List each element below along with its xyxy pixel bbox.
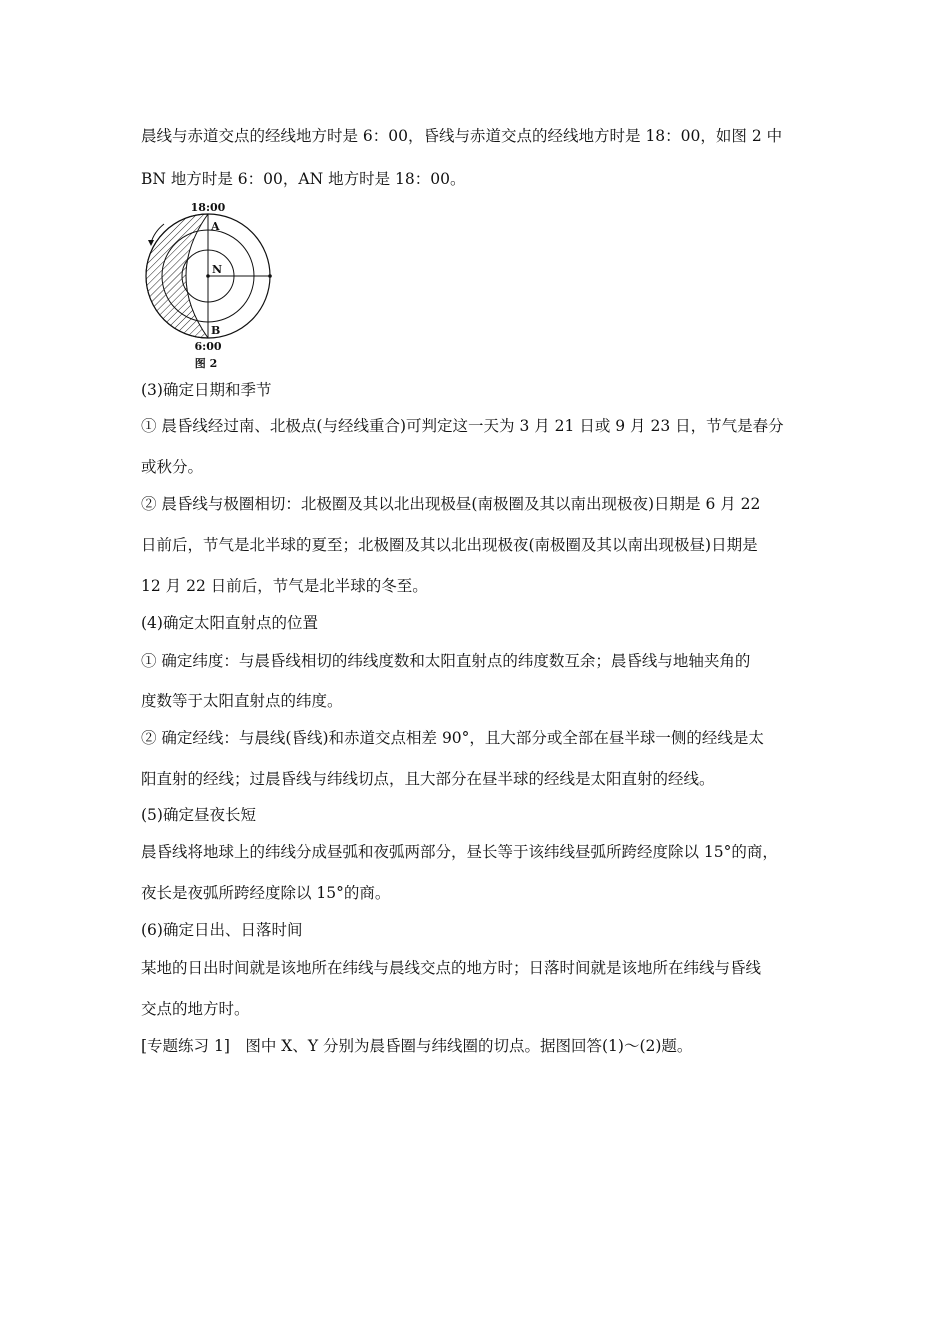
paragraph-line-16: 夜长是夜弧所跨经度除以 15°的商。: [141, 884, 391, 902]
figure-2-polar-diagram: [140, 200, 280, 375]
exercise-prompt: [专题练习 1] 图中 X、Y 分别为晨昏圈与纬线圈的切点。据图回答(1)～(2)题。: [141, 1037, 693, 1055]
bottom-time-label: 6:00: [194, 340, 222, 353]
paragraph-line-6: ② 晨昏线与极圈相切：北极圈及其以北出现极昼(南极圈及其以南出现极夜)日期是 6 月 22: [141, 495, 761, 513]
paragraph-line-13: 阳直射的经线；过晨昏线与纬线切点，且大部分在昼半球的经线是太阳直射的经线。: [141, 770, 715, 788]
paragraph-line-7: 日前后，节气是北半球的夏至；北极圈及其以北出现极夜(南极圈及其以南出现极昼)日期是: [141, 536, 758, 554]
paragraph-line-4: ① 晨昏线经过南、北极点(与经线重合)可判定这一天为 3 月 21 日或 9 月 23 日，节气是春分: [141, 417, 784, 435]
paragraph-line-12: ② 确定经线：与晨线(昏线)和赤道交点相差 90°，且大部分或全部在昼半球一侧的经线是太: [141, 729, 764, 747]
label-a: A: [211, 220, 220, 233]
paragraph-line-1: 晨线与赤道交点的经线地方时是 6：00，昏线与赤道交点的经线地方时是 18：00，如图 2 中: [141, 127, 783, 145]
paragraph-line-15: 晨昏线将地球上的纬线分成昼弧和夜弧两部分，昼长等于该纬线昼弧所跨经度除以 15°的商，: [141, 843, 778, 861]
paragraph-line-8: 12 月 22 日前后，节气是北半球的冬至。: [141, 577, 428, 595]
section-heading-4: (4)确定太阳直射点的位置: [141, 614, 318, 632]
top-time-label: 18:00: [190, 201, 226, 214]
figure-caption: 图 2: [194, 357, 218, 370]
paragraph-line-5: 或秋分。: [141, 458, 204, 476]
label-n: N: [212, 263, 223, 276]
paragraph-line-19: 交点的地方时。: [141, 1000, 250, 1018]
section-heading-3: (3)确定日期和季节: [141, 381, 272, 399]
paragraph-line-11: 度数等于太阳直射点的纬度。: [141, 692, 343, 710]
label-b: B: [211, 324, 221, 337]
section-heading-6: (6)确定日出、日落时间: [141, 921, 303, 939]
section-heading-5: (5)确定昼夜长短: [141, 806, 256, 824]
paragraph-line-10: ① 确定纬度：与晨昏线相切的纬线度数和太阳直射点的纬度数互余；晨昏线与地轴夹角的: [141, 652, 751, 670]
paragraph-line-18: 某地的日出时间就是该地所在纬线与晨线交点的地方时；日落时间就是该地所在纬线与昏线: [141, 959, 762, 977]
paragraph-line-2: BN 地方时是 6：00，AN 地方时是 18：00。: [141, 170, 466, 188]
